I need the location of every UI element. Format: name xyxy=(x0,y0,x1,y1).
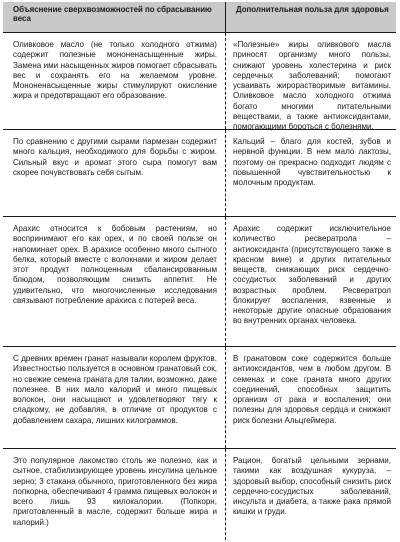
cell-text: Это популярное лакомство столь же полезно, как и сытное, стабилизирующее уровень инсулина цельное зерно; 3 стакана обычного, приготовленного без жира попкорна, обеспечивают 4 грамма пищевых волокон и всего лишь 93 килокалории. (Попкорн, приготовленный в масле, содержит больше жира и калорий.) xyxy=(13,456,217,527)
cell-text: Арахис содержит исключительное количество ресвератрола – антиоксиданта (присутствующего также в красном вине) и других питательных веществ, снижающих риск сердечно-сосудистых заболеваний и других возрастных проблем. Ресвератрол блокирует воспаления, язвенные и некоторые другие опасные образования во внутренних органах человека. xyxy=(233,224,391,326)
table-header xyxy=(3,2,396,32)
table-row-pomegranate xyxy=(3,346,396,448)
cell-health-benefit xyxy=(226,217,396,346)
cell-health-benefit xyxy=(226,449,396,540)
cell-text: Рацион, богатый цельными зернами, такими как воздушная кукуруза, – здоровый выбор, способный снизить риск сердечно-сосудистых заболеваний, инсульта и диабета, а также рака прямой кишки и груди. xyxy=(233,456,391,517)
table-row xyxy=(3,129,396,216)
cell-text: «Полезные» жиры оливкового масла приносят организму много пользы, снижают уровень холестерина и риск сердечных заболеваний; помогают усваивать жирорастворимые витамины. Оливковое масло холодного отжима богато многими питательными веществами, а также антиоксидантами, помогающими бороться с болезнями. xyxy=(233,40,391,131)
table-row xyxy=(3,448,396,540)
cell-text: Оливковое масло (не только холодного отжима) содержит полезные мононенасыщенные жиры. Замена ими насыщенных жиров помогает сбрасывать вес и сохранять его на желаемом уровне. Мононенасыщенные жиры стимулируют окисление жира и предотвращают его образование. xyxy=(13,40,217,101)
table-row-popcorn xyxy=(3,448,396,540)
cell-text: С древних времен гранат называли королем фруктов. Известностью пользуется в основном гранатовый сок, но свежие семена граната для талии, возможно, даже полезнее. В них мало калорий и много пищевых волокон, они насыщают и удовлетворяют тягу к сладкому, не добавляя, в отличие от продуктов с добавлением сахара, лишних килограммов. xyxy=(13,354,217,425)
cell-weight-loss xyxy=(3,130,225,216)
cell-weight-loss xyxy=(3,449,225,540)
cell-text: Арахис относится к бобовым растениям, но воспринимают его как орех, и по своей пользе он напоминает орех. В арахисе особенно много сытного белка, который вместе с волокнами и жиром делает этот продукт полноценным сбалансированным блюдом, позволяющим снизить аппетит. Не удивительно, что многочисленные исследования связывают потребление арахиса с потерей веса. xyxy=(13,224,217,305)
cell-weight-loss xyxy=(3,347,225,448)
table-row-parmesan xyxy=(3,129,396,216)
header-health-benefit: Дополнительная польза для здоровья xyxy=(226,2,396,32)
cell-text: В гранатовом соке содержится больше антиоксидантов, чем в любом другом. В семенах и соке граната много других соединений, способных защитить организм от рака и воспаления; они полезны для здоровья сердца и снижают риск болезни Альцгеймера. xyxy=(233,354,391,425)
cell-health-benefit xyxy=(226,347,396,448)
cell-text: По сравнению с другими сырами пармезан содержит много кальция, необходимого для борьбы с жиром. Сильный вкус и аромат этого сыра помогут вам скорее почувствовать себя сытым. xyxy=(13,137,217,177)
cell-text: Кальций – благо для костей, зубов и нервной функции. В нем мало лактозы, поэтому он прекрасно подходит людям с повышенной чувствительностью к молочным продуктам. xyxy=(233,137,391,187)
cell-weight-loss xyxy=(3,33,225,129)
cell-weight-loss xyxy=(3,217,225,346)
cell-health-benefit xyxy=(226,33,396,129)
table-row-olive-oil xyxy=(3,32,396,129)
table-row xyxy=(3,346,396,448)
table-row-peanuts xyxy=(3,216,396,346)
comparison-table xyxy=(3,2,396,540)
cell-health-benefit xyxy=(226,130,396,216)
header-weight-loss: Объяснение сверхвозможностей по сбрасыванию веса xyxy=(3,2,225,32)
table-row xyxy=(3,216,396,346)
table-row xyxy=(3,32,396,129)
